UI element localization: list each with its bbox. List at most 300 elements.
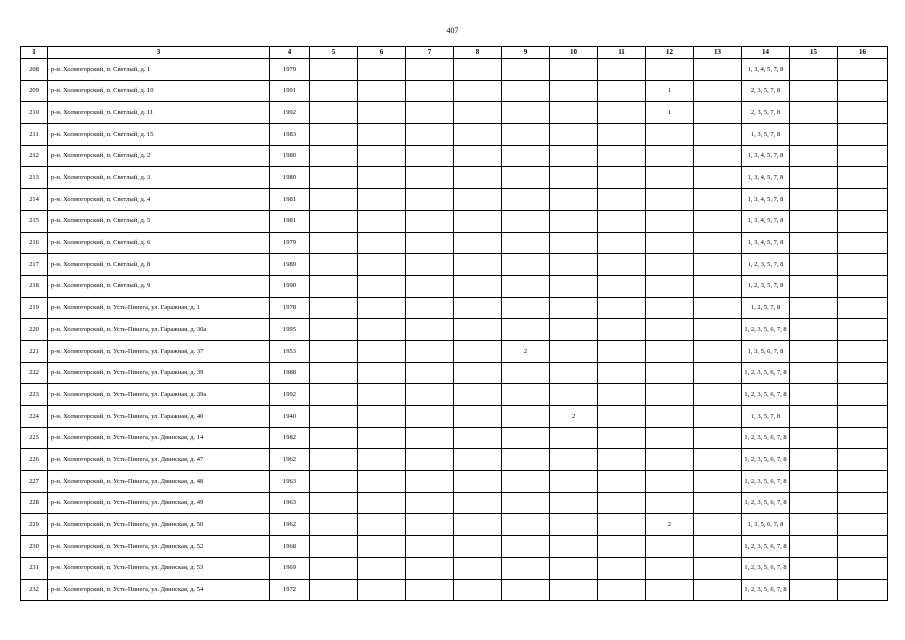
col-5-cell [310,384,358,406]
col-14-cell: 1, 3, 4, 5, 7, 8 [742,59,790,81]
col-12-cell [646,319,694,341]
col-12-cell: 1 [646,80,694,102]
year-cell: 1940 [270,406,310,428]
col-10-cell [550,449,598,471]
table-row [21,124,888,146]
row-number-cell: 209 [21,80,48,102]
table-row [21,145,888,167]
row-number-cell: 224 [21,406,48,428]
address-cell: р-н. Холмогорский, п. Усть-Пинега, ул. Двинская, д. 50 [48,514,270,536]
col-16-cell [838,514,888,536]
col-5-cell [310,536,358,558]
row-number-cell: 226 [21,449,48,471]
col-14-cell: 1, 2, 3, 5, 6, 7, 8 [742,362,790,384]
year-cell: 1980 [270,145,310,167]
col-7-cell [406,297,454,319]
col-8-cell [454,406,502,428]
col-12-cell [646,232,694,254]
col-15-cell [790,471,838,493]
row-number-cell: 215 [21,210,48,232]
column-header: 13 [694,47,742,59]
table-row [21,275,888,297]
col-6-cell [358,167,406,189]
col-8-cell [454,384,502,406]
table-row [21,536,888,558]
col-12-cell [646,275,694,297]
table-row [21,254,888,276]
row-number-cell: 223 [21,384,48,406]
col-13-cell [694,514,742,536]
col-6-cell [358,514,406,536]
col-12-cell [646,557,694,579]
table-row [21,427,888,449]
col-9-cell [502,297,550,319]
col-8-cell [454,102,502,124]
col-16-cell [838,406,888,428]
col-15-cell [790,232,838,254]
col-5-cell [310,340,358,362]
col-5-cell [310,579,358,601]
col-11-cell [598,232,646,254]
col-5-cell [310,471,358,493]
col-13-cell [694,471,742,493]
table-row [21,59,888,81]
col-12-cell [646,189,694,211]
year-cell: 1979 [270,59,310,81]
col-13-cell [694,536,742,558]
col-16-cell [838,471,888,493]
col-5-cell [310,254,358,276]
column-header: 10 [550,47,598,59]
col-13-cell [694,557,742,579]
col-6-cell [358,254,406,276]
col-13-cell [694,427,742,449]
col-14-cell: 1, 3, 4, 5, 7, 8 [742,232,790,254]
address-cell: р-н. Холмогорский, п. Усть-Пинега, ул. Гаражная, д. 1 [48,297,270,319]
table-row [21,80,888,102]
col-11-cell [598,427,646,449]
year-cell: 1981 [270,189,310,211]
row-number-cell: 232 [21,579,48,601]
col-13-cell [694,80,742,102]
col-16-cell [838,579,888,601]
row-number-cell: 217 [21,254,48,276]
col-6-cell [358,275,406,297]
col-14-cell: 1, 2, 3, 5, 6, 7, 8 [742,492,790,514]
row-number-cell: 228 [21,492,48,514]
col-6-cell [358,362,406,384]
col-8-cell [454,145,502,167]
col-13-cell [694,406,742,428]
row-number-cell: 221 [21,340,48,362]
col-6-cell [358,319,406,341]
address-cell: р-н. Холмогорский, п. Светлый, д. 10 [48,80,270,102]
col-11-cell [598,471,646,493]
col-9-cell [502,557,550,579]
col-15-cell [790,406,838,428]
year-cell: 1962 [270,514,310,536]
col-15-cell [790,80,838,102]
row-number-cell: 231 [21,557,48,579]
column-header: 14 [742,47,790,59]
col-16-cell [838,536,888,558]
col-8-cell [454,319,502,341]
col-8-cell [454,254,502,276]
column-header: 9 [502,47,550,59]
col-7-cell [406,362,454,384]
col-7-cell [406,449,454,471]
col-14-cell: 1, 2, 3, 5, 6, 7, 8 [742,557,790,579]
col-15-cell [790,514,838,536]
col-14-cell: 1, 3, 4, 5, 7, 8 [742,145,790,167]
col-7-cell [406,514,454,536]
col-12-cell [646,210,694,232]
year-cell: 1983 [270,124,310,146]
col-11-cell [598,492,646,514]
col-7-cell [406,406,454,428]
col-13-cell [694,384,742,406]
column-header: 8 [454,47,502,59]
col-9-cell [502,362,550,384]
col-10-cell [550,167,598,189]
row-number-cell: 227 [21,471,48,493]
col-8-cell [454,189,502,211]
address-cell: р-н. Холмогорский, п. Усть-Пинега, ул. Двинская, д. 14 [48,427,270,449]
col-7-cell [406,145,454,167]
col-14-cell: 1, 3, 5, 6, 7, 8 [742,514,790,536]
col-12-cell [646,59,694,81]
col-5-cell [310,319,358,341]
table-row [21,449,888,471]
col-14-cell: 1, 2, 3, 5, 6, 7, 8 [742,384,790,406]
column-header: 16 [838,47,888,59]
col-10-cell [550,124,598,146]
col-14-cell: 1, 2, 3, 5, 6, 7, 8 [742,449,790,471]
table-row [21,579,888,601]
col-13-cell [694,124,742,146]
row-number-cell: 225 [21,427,48,449]
row-number-cell: 212 [21,145,48,167]
col-15-cell [790,492,838,514]
col-16-cell [838,210,888,232]
col-11-cell [598,145,646,167]
col-8-cell [454,297,502,319]
year-cell: 1972 [270,579,310,601]
col-8-cell [454,275,502,297]
col-10-cell [550,427,598,449]
col-11-cell [598,319,646,341]
col-5-cell [310,167,358,189]
col-6-cell [358,145,406,167]
year-cell: 1988 [270,362,310,384]
col-16-cell [838,59,888,81]
col-11-cell [598,340,646,362]
col-10-cell [550,514,598,536]
col-10-cell [550,362,598,384]
col-11-cell [598,124,646,146]
row-number-cell: 220 [21,319,48,341]
year-cell: 1992 [270,384,310,406]
col-10-cell: 2 [550,406,598,428]
year-cell: 1979 [270,232,310,254]
table-header-row [21,47,888,59]
col-14-cell: 2, 3, 5, 7, 8 [742,80,790,102]
col-15-cell [790,210,838,232]
table-row [21,340,888,362]
table-row [21,492,888,514]
table-row [21,210,888,232]
col-5-cell [310,275,358,297]
col-16-cell [838,145,888,167]
col-13-cell [694,167,742,189]
table-row [21,167,888,189]
col-15-cell [790,340,838,362]
column-header: 3 [48,47,270,59]
col-6-cell [358,59,406,81]
table-row [21,471,888,493]
row-number-cell: 210 [21,102,48,124]
row-number-cell: 229 [21,514,48,536]
col-15-cell [790,557,838,579]
col-10-cell [550,145,598,167]
col-16-cell [838,254,888,276]
col-15-cell [790,384,838,406]
address-cell: р-н. Холмогорский, п. Светлый, д. 5 [48,210,270,232]
col-12-cell [646,536,694,558]
col-8-cell [454,427,502,449]
col-10-cell [550,492,598,514]
address-cell: р-н. Холмогорский, п. Усть-Пинега, ул. Двинская, д. 54 [48,579,270,601]
col-13-cell [694,59,742,81]
col-10-cell [550,59,598,81]
col-6-cell [358,536,406,558]
column-header: 6 [358,47,406,59]
col-6-cell [358,384,406,406]
table-row [21,232,888,254]
col-9-cell [502,189,550,211]
year-cell: 1968 [270,536,310,558]
year-cell: 1989 [270,254,310,276]
col-5-cell [310,514,358,536]
col-9-cell [502,145,550,167]
row-number-cell: 211 [21,124,48,146]
col-15-cell [790,536,838,558]
col-16-cell [838,102,888,124]
year-cell: 1953 [270,340,310,362]
col-8-cell [454,340,502,362]
col-15-cell [790,297,838,319]
col-10-cell [550,210,598,232]
col-9-cell [502,275,550,297]
col-9-cell [502,102,550,124]
col-14-cell: 1, 2, 3, 5, 6, 7, 8 [742,471,790,493]
col-11-cell [598,384,646,406]
col-10-cell [550,189,598,211]
col-7-cell [406,471,454,493]
col-6-cell [358,449,406,471]
col-11-cell [598,210,646,232]
col-5-cell [310,427,358,449]
col-9-cell [502,124,550,146]
col-9-cell [502,536,550,558]
col-11-cell [598,297,646,319]
address-cell: р-н. Холмогорский, п. Светлый, д. 3 [48,167,270,189]
col-8-cell [454,449,502,471]
col-5-cell [310,59,358,81]
col-13-cell [694,362,742,384]
col-16-cell [838,384,888,406]
row-number-cell: 213 [21,167,48,189]
col-14-cell: 1, 3, 5, 7, 8 [742,406,790,428]
col-8-cell [454,362,502,384]
address-cell: р-н. Холмогорский, п. Усть-Пинега, ул. Гаражная, д. 39 [48,362,270,384]
col-16-cell [838,275,888,297]
col-11-cell [598,557,646,579]
col-6-cell [358,492,406,514]
col-14-cell: 1, 2, 3, 5, 6, 7, 8 [742,579,790,601]
col-14-cell: 2, 3, 5, 7, 8 [742,102,790,124]
col-8-cell [454,471,502,493]
col-7-cell [406,340,454,362]
col-8-cell [454,514,502,536]
col-11-cell [598,254,646,276]
col-13-cell [694,340,742,362]
col-11-cell [598,406,646,428]
col-5-cell [310,557,358,579]
col-5-cell [310,449,358,471]
col-6-cell [358,124,406,146]
col-5-cell [310,492,358,514]
col-9-cell [502,449,550,471]
row-number-cell: 216 [21,232,48,254]
col-12-cell [646,449,694,471]
column-header: 12 [646,47,694,59]
row-number-cell: 214 [21,189,48,211]
col-15-cell [790,254,838,276]
col-7-cell [406,427,454,449]
col-12-cell [646,254,694,276]
col-5-cell [310,102,358,124]
col-11-cell [598,275,646,297]
col-16-cell [838,557,888,579]
col-8-cell [454,210,502,232]
address-cell: р-н. Холмогорский, п. Усть-Пинега, ул. Гаражная, д. 30а [48,319,270,341]
col-10-cell [550,384,598,406]
col-13-cell [694,579,742,601]
address-cell: р-н. Холмогорский, п. Светлый, д. 4 [48,189,270,211]
col-15-cell [790,275,838,297]
col-16-cell [838,297,888,319]
table-row [21,297,888,319]
col-12-cell [646,340,694,362]
col-8-cell [454,124,502,146]
column-header: 4 [270,47,310,59]
col-16-cell [838,362,888,384]
col-9-cell [502,167,550,189]
col-7-cell [406,210,454,232]
col-14-cell: 1, 3, 4, 5, 7, 8 [742,167,790,189]
col-12-cell [646,145,694,167]
col-12-cell: 1 [646,102,694,124]
col-14-cell: 1, 2, 3, 5, 6, 7, 8 [742,536,790,558]
col-10-cell [550,557,598,579]
col-13-cell [694,232,742,254]
col-14-cell: 1, 2, 3, 5, 6, 7, 8 [742,319,790,341]
column-header: 15 [790,47,838,59]
col-9-cell [502,232,550,254]
col-6-cell [358,232,406,254]
col-7-cell [406,536,454,558]
address-cell: р-н. Холмогорский, п. Светлый, д. 11 [48,102,270,124]
col-10-cell [550,579,598,601]
col-7-cell [406,167,454,189]
table-row [21,189,888,211]
col-13-cell [694,319,742,341]
col-10-cell [550,254,598,276]
column-header: 11 [598,47,646,59]
col-5-cell [310,406,358,428]
col-10-cell [550,297,598,319]
address-cell: р-н. Холмогорский, п. Усть-Пинега, ул. Двинская, д. 47 [48,449,270,471]
col-12-cell [646,124,694,146]
col-14-cell: 1, 3, 5, 6, 7, 8 [742,340,790,362]
col-16-cell [838,189,888,211]
column-header: 7 [406,47,454,59]
col-13-cell [694,102,742,124]
address-cell: р-н. Холмогорский, п. Усть-Пинега, ул. Гаражная, д. 37 [48,340,270,362]
row-number-cell: 218 [21,275,48,297]
col-15-cell [790,579,838,601]
row-number-cell: 208 [21,59,48,81]
col-7-cell [406,102,454,124]
col-6-cell [358,189,406,211]
col-16-cell [838,340,888,362]
col-16-cell [838,492,888,514]
col-12-cell [646,427,694,449]
col-10-cell [550,232,598,254]
col-9-cell [502,254,550,276]
col-6-cell [358,427,406,449]
col-6-cell [358,102,406,124]
year-cell: 1982 [270,427,310,449]
table-row [21,557,888,579]
col-15-cell [790,319,838,341]
col-7-cell [406,232,454,254]
col-9-cell [502,514,550,536]
table-row [21,319,888,341]
col-9-cell [502,427,550,449]
address-cell: р-н. Холмогорский, п. Светлый, д. 9 [48,275,270,297]
col-13-cell [694,254,742,276]
col-10-cell [550,319,598,341]
column-header: 5 [310,47,358,59]
year-cell: 1995 [270,319,310,341]
col-9-cell [502,492,550,514]
col-10-cell [550,275,598,297]
col-15-cell [790,362,838,384]
col-8-cell [454,232,502,254]
col-16-cell [838,124,888,146]
year-cell: 1978 [270,297,310,319]
col-9-cell [502,406,550,428]
col-5-cell [310,210,358,232]
year-cell: 1963 [270,492,310,514]
col-7-cell [406,557,454,579]
col-9-cell [502,80,550,102]
col-9-cell [502,319,550,341]
address-cell: р-н. Холмогорский, п. Усть-Пинега, ул. Двинская, д. 52 [48,536,270,558]
col-16-cell [838,232,888,254]
